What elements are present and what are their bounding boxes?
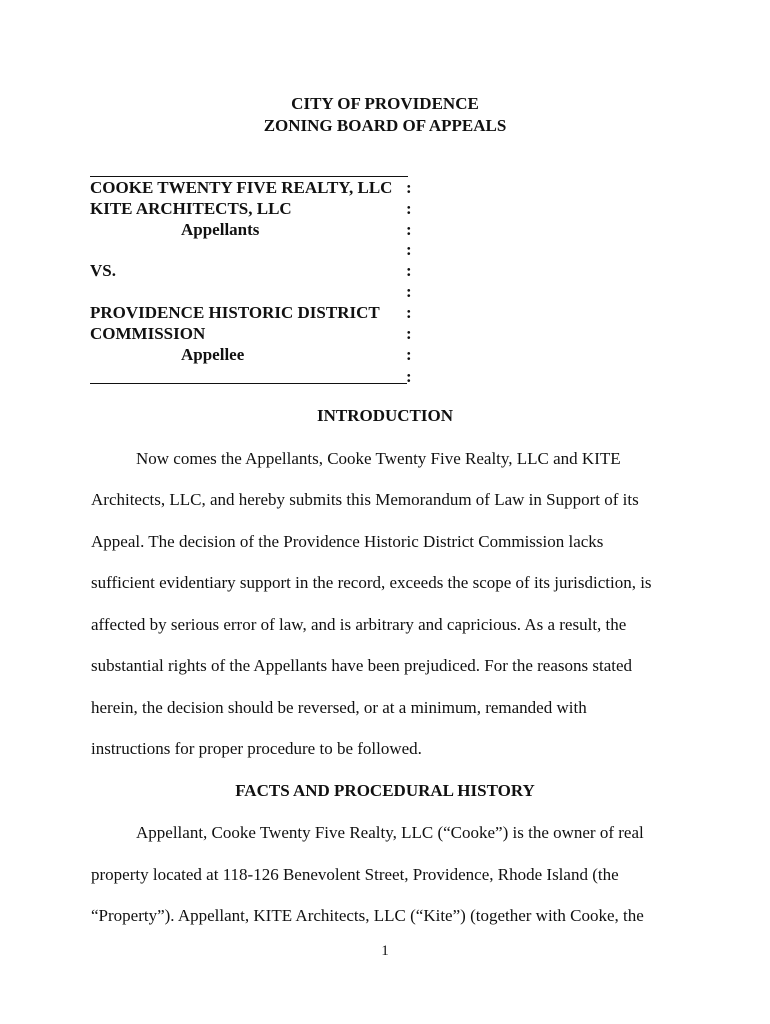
facts-line: Appellant, Cooke Twenty Five Realty, LLC (“Cooke”) is the owner of real (136, 823, 644, 842)
city-title: CITY OF PROVIDENCE (291, 94, 479, 113)
caption-colon: : (406, 345, 412, 364)
appellee-label: Appellee (181, 345, 245, 364)
intro-line: sufficient evidentiary support in the record, exceeds the scope of its jurisdiction, is (91, 573, 652, 592)
caption-colon: : (406, 282, 412, 301)
appellant-name-2: KITE ARCHITECTS, LLC (90, 199, 292, 218)
caption-colon: : (406, 199, 412, 218)
intro-line: affected by serious error of law, and is arbitrary and capricious. As a result, the (91, 615, 627, 634)
intro-line: herein, the decision should be reversed, or at a minimum, remanded with (91, 698, 587, 717)
page-number: 1 (381, 943, 389, 959)
versus-label: VS. (90, 261, 116, 280)
facts-line: property located at 118-126 Benevolent Street, Providence, Rhode Island (the (91, 865, 619, 884)
caption-colon: : (406, 261, 412, 280)
caption-colon: : (406, 367, 412, 386)
appellee-name-1: PROVIDENCE HISTORIC DISTRICT (90, 303, 380, 322)
intro-line: Architects, LLC, and hereby submits this Memorandum of Law in Support of its (91, 490, 639, 509)
appellant-name-1: COOKE TWENTY FIVE REALTY, LLC (90, 178, 393, 197)
caption-bottom-rule (90, 383, 407, 384)
facts-heading: FACTS AND PROCEDURAL HISTORY (235, 781, 535, 800)
caption-colon: : (406, 220, 412, 239)
board-title: ZONING BOARD OF APPEALS (263, 116, 507, 135)
intro-line: Appeal. The decision of the Providence Historic District Commission lacks (91, 532, 604, 551)
appellee-name-2: COMMISSION (90, 324, 206, 343)
appellants-label: Appellants (181, 220, 260, 239)
caption-top-rule (90, 176, 408, 177)
intro-line: substantial rights of the Appellants have been prejudiced. For the reasons stated (91, 656, 633, 675)
facts-line: “Property”). Appellant, KITE Architects, LLC (“Kite”) (together with Cooke, the (91, 906, 644, 925)
caption-colon: : (406, 303, 412, 322)
introduction-heading: INTRODUCTION (316, 406, 454, 425)
caption-colon: : (406, 178, 412, 197)
intro-line: Now comes the Appellants, Cooke Twenty Five Realty, LLC and KITE (136, 449, 621, 468)
intro-line: instructions for proper procedure to be followed. (91, 739, 422, 758)
caption-colon: : (406, 324, 412, 343)
caption-colon: : (406, 240, 412, 259)
